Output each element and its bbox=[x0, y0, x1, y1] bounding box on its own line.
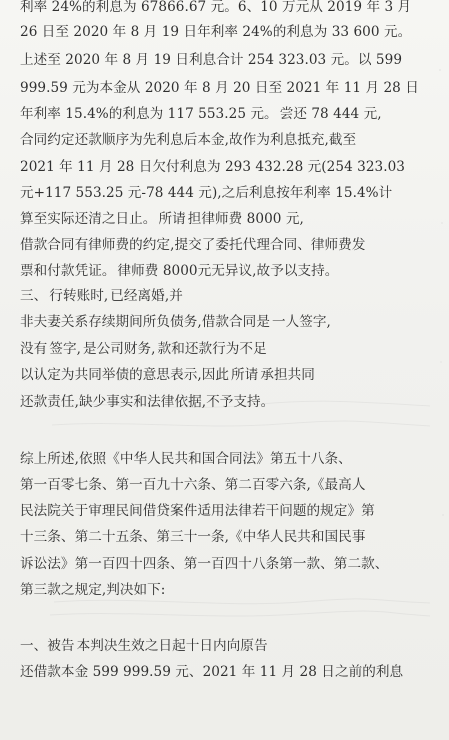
text-segment: 是公司财务, bbox=[82, 341, 156, 357]
text-line bbox=[0, 46, 449, 74]
text-line bbox=[0, 126, 449, 154]
text-segment: 借款合同有律师费的约定,提交了委托代理合同、律师费发 bbox=[20, 237, 366, 253]
text-segment: 还款责任,缺少事实和法律依据,不予支持。 bbox=[20, 394, 275, 410]
text-segment: 十三条、第二十五条、第三十一条,《中华人民共和国民事 bbox=[20, 529, 366, 545]
text-segment: 一、被告 bbox=[20, 638, 75, 654]
text-segment: 算至实际还清之日止。 bbox=[20, 211, 157, 227]
text-segment: 元+117 553.25 元-78 444 元),之后利息按年利率 15.4%计 bbox=[20, 185, 393, 201]
text-segment: 票和付款凭证。 bbox=[20, 263, 116, 279]
text-segment: 已经离婚,并 bbox=[110, 288, 183, 304]
text-segment: 26 日至 2020 年 8 月 19 日年利率 24%的利息为 33 600 元。 bbox=[20, 24, 412, 40]
text-segment: 民法院关于审理民间借贷案件适用法律若干问题的规定》第 bbox=[20, 503, 375, 519]
text-segment: 所请 bbox=[158, 211, 186, 227]
text-segment: 担律师费 8000 元, bbox=[187, 211, 304, 227]
text-segment: 本判决生效之日起十日内向原告 bbox=[76, 638, 268, 654]
text-segment: 非夫妻关系存续期间所负债务,借款合同是 bbox=[20, 314, 270, 330]
text-segment: 承担共同 bbox=[260, 367, 315, 383]
text-segment: 没有 bbox=[20, 341, 48, 357]
text-segment: 综上所述,依照《中华人民共和国合同法》第五十八条、 bbox=[20, 451, 352, 467]
text-line bbox=[0, 335, 449, 363]
text-segment: 行转账时, bbox=[49, 288, 109, 304]
text-line bbox=[0, 550, 449, 578]
text-segment: 三、 bbox=[20, 288, 48, 304]
text-segment: 999.59 元为本金从 2020 年 8 月 20 日至 2021 年 11 月 28 日 bbox=[20, 80, 419, 96]
text-segment: 律师费 8000元无异议,故予以支持。 bbox=[117, 263, 339, 279]
text-line bbox=[0, 18, 449, 46]
text-segment: 款和还款行为不足 bbox=[157, 341, 267, 357]
text-segment: 合同约定还款顺序为先利息后本金,故作为利息抵充,截至 bbox=[20, 132, 357, 148]
text-line bbox=[0, 388, 449, 416]
text-segment: 第一百零七条、第一百九十六条、第二百零六条,《最高人 bbox=[20, 477, 366, 493]
text-segment: 签字, bbox=[49, 341, 81, 357]
text-line bbox=[0, 523, 449, 551]
text-segment: 利率 24%的利息为 67866.67 元。6、10 万元从 2019 年 3 月 bbox=[20, 0, 412, 15]
text-line bbox=[0, 445, 449, 473]
text-segment: 诉讼法》第一百四十四条、第一百四十八条第一款、第二款、 bbox=[20, 556, 389, 572]
text-line bbox=[0, 632, 449, 660]
text-segment: 尝还 78 444 元, bbox=[279, 106, 382, 122]
text-line bbox=[0, 179, 449, 207]
text-segment: 上述至 2020 年 8 月 19 日利息合计 254 323.03 元。以 599 bbox=[20, 52, 403, 68]
text-line bbox=[0, 100, 449, 128]
text-segment: 2021 年 11 月 28 日欠付利息为 293 432.28 元(254 323.03 bbox=[20, 159, 405, 175]
text-line bbox=[0, 658, 449, 686]
text-line bbox=[0, 231, 449, 259]
text-line bbox=[0, 308, 449, 336]
text-line bbox=[0, 257, 449, 285]
text-line bbox=[0, 74, 449, 102]
text-line bbox=[0, 576, 449, 604]
text-line bbox=[0, 361, 449, 389]
text-line bbox=[0, 205, 449, 233]
text-line bbox=[0, 471, 449, 499]
text-segment: 还借款本金 599 999.59 元、2021 年 11 月 28 日之前的利息 bbox=[20, 664, 404, 680]
text-segment: 一人签字, bbox=[271, 314, 331, 330]
text-line bbox=[0, 153, 449, 181]
text-line bbox=[0, 282, 449, 310]
text-segment: 以认定为共同举债的意思表示,因此 bbox=[20, 367, 230, 383]
text-segment: 所请 bbox=[231, 367, 259, 383]
text-segment: 第三款之规定,判决如下: bbox=[20, 582, 166, 598]
text-line bbox=[0, 497, 449, 525]
text-segment: 年利率 15.4%的利息为 117 553.25 元。 bbox=[20, 106, 278, 122]
